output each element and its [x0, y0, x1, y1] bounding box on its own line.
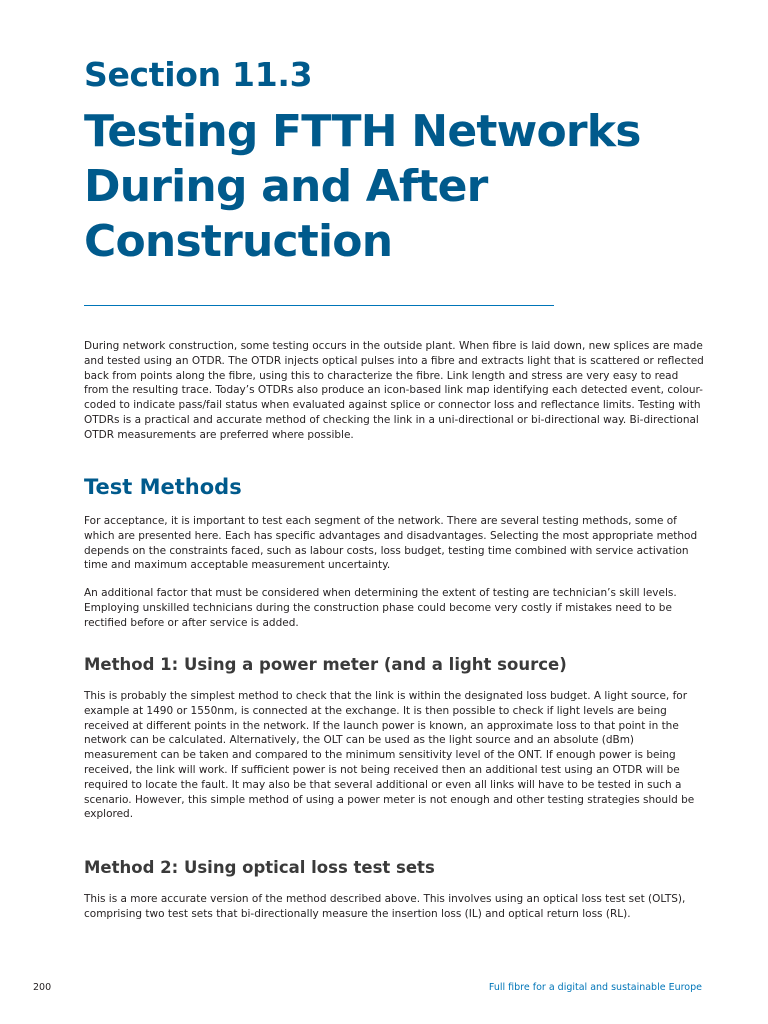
method-1-paragraph: This is probably the simplest method to check that the link is within the designated loss budget. A light source, for example at 1490 or 1550nm, is connected at the exchange. It is then possible to check if light levels are being received at different points in the network. If the launch power is known, an approximate loss to that point in the network can be calculated. Alternatively, the OLT can be used as the light source and an absolute (dBm) measurement can be taken and compared to the minimum sensitivity level of the ONT. If enough power is being received, the link will work. If sufficient power is not being received then an additional test using an OTDR will be required to locate the fault. It may also be that several additional or even all links will have to be tested in such a scenario. However, this simple method of using a power meter is not enough and other testing strategies should be explored.	[84, 690, 695, 821]
method-2-heading: Method 2: Using optical loss test sets	[84, 858, 435, 877]
method-2-paragraph: This is a more accurate version of the method described above. This involves using an optical loss test set (OLTS), comprising two test sets that bi-directionally measure the insertion loss (IL) and optical return loss (RL).	[84, 893, 686, 920]
title-divider	[84, 305, 554, 306]
footer-publication-title: Full fibre for a digital and sustainable Europe	[488, 982, 702, 993]
test-methods-paragraph-2: An additional factor that must be considered when determining the extent of testing are technician’s skill levels. Employing unskilled technicians during the construction phase could become very costly if mistakes need to be rectified before or after service is added.	[84, 587, 677, 629]
section-label: Section 11.3	[84, 55, 313, 94]
method-1-heading: Method 1: Using a power meter (and a light source)	[84, 655, 567, 674]
intro-paragraph: During network construction, some testing occurs in the outside plant. When fibre is laid down, new splices are made and tested using an OTDR. The OTDR injects optical pulses into a fibre and extracts light that is scattered or reflected back from points along the fibre, using this to characterize the fibre. Link length and stress are very easy to read from the resulting trace. Today’s OTDRs also produce an icon-based link map identifying each detected event, colour-coded to indicate pass/fail status when evaluated against splice or connector loss and reflectance limits. Testing with OTDRs is a practical and accurate method of checking the link in a uni-directional or bi-directional way. Bi-directional OTDR measurements are preferred where possible.	[84, 340, 704, 441]
test-methods-paragraph-1: For acceptance, it is important to test each segment of the network. There are several testing methods, some of which are presented here. Each has specific advantages and disadvantages. Selecting the most appropriate method depends on the constraints faced, such as labour costs, loss budget, testing time combined with service activation time and maximum acceptable measurement uncertainty.	[84, 515, 698, 572]
test-methods-heading: Test Methods	[84, 475, 242, 499]
page-number: 200	[33, 982, 52, 993]
page-title: Testing FTTH Networks During and After Construction	[84, 106, 641, 267]
